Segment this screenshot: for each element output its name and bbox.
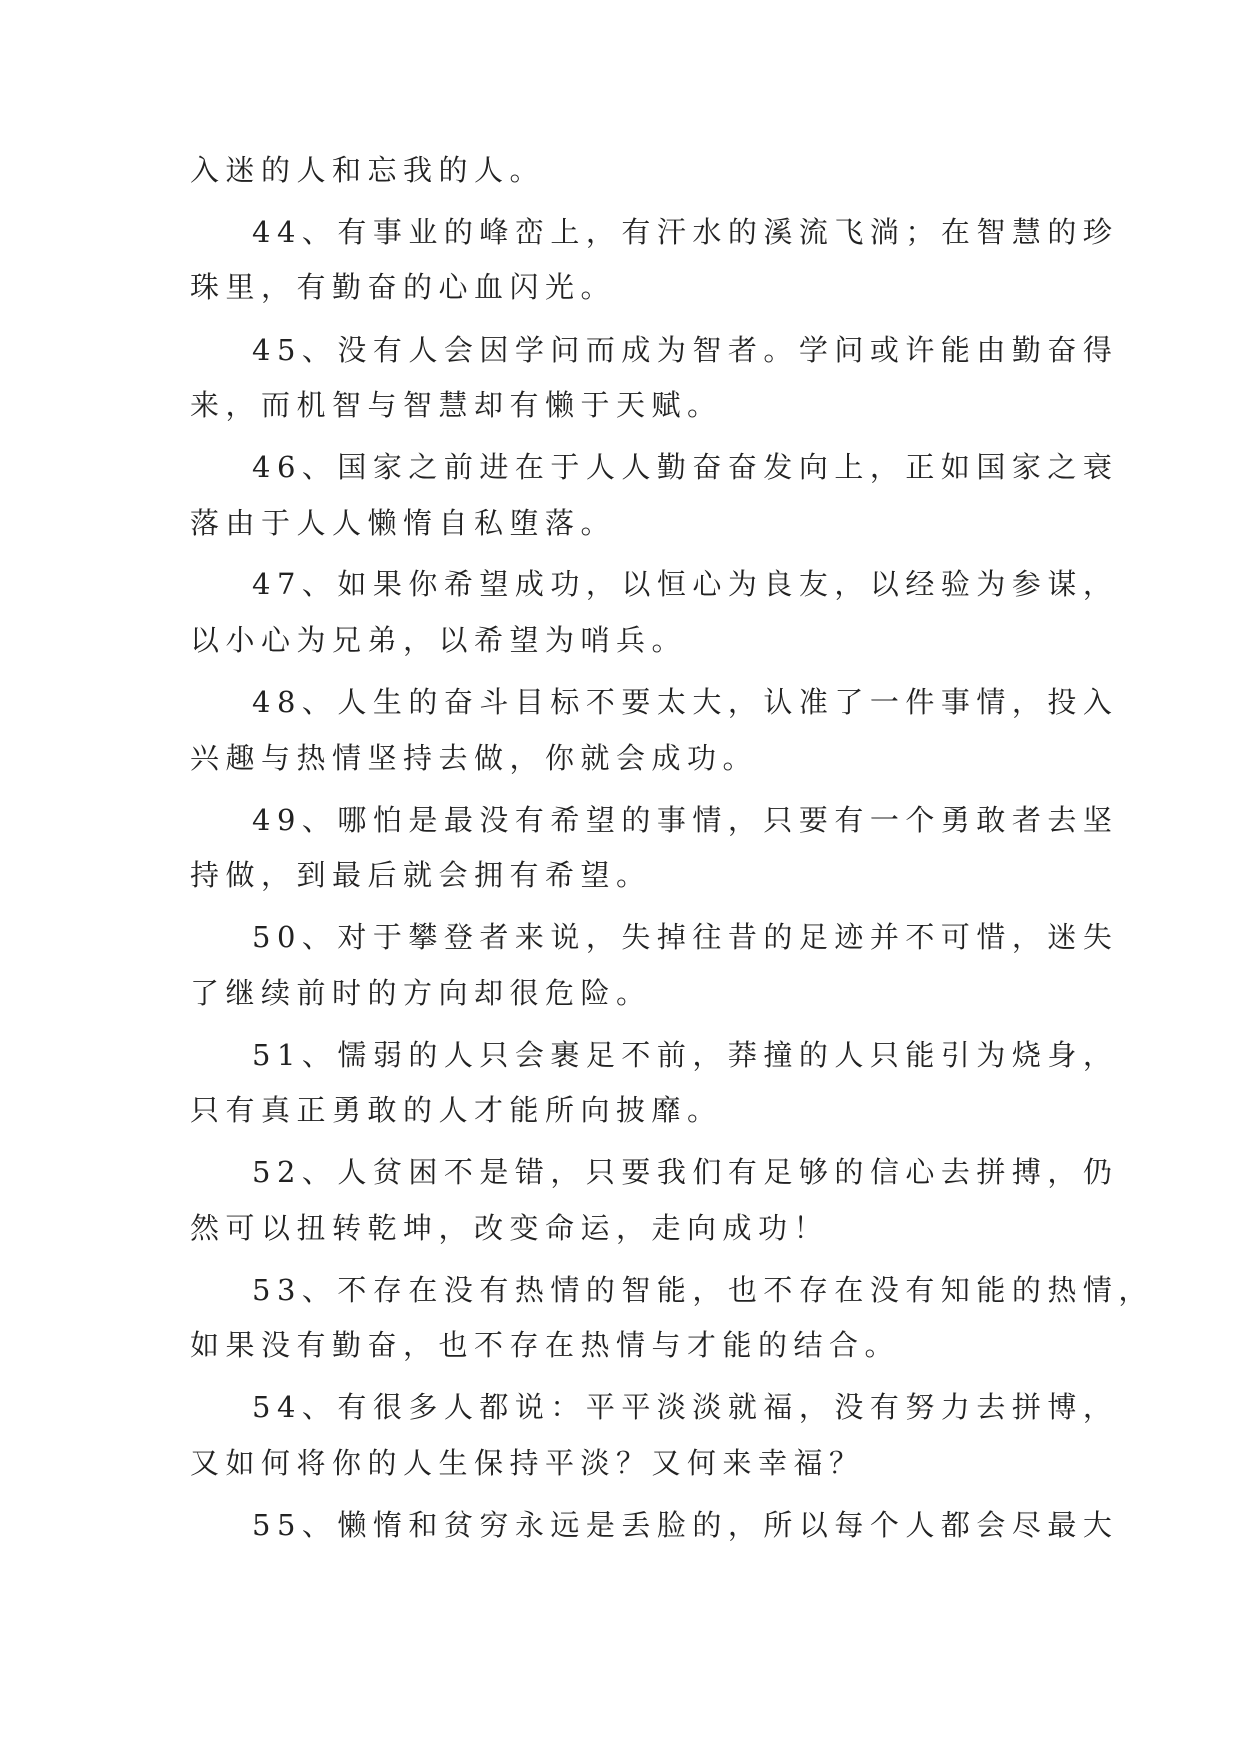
text-line: 入迷的人和忘我的人。	[190, 153, 546, 187]
paragraph-first-line: 53、不存在没有热情的智能，也不存在没有知能的热情，	[252, 1273, 1154, 1307]
paragraph-first-line: 51、懦弱的人只会裹足不前，莽撞的人只能引为烧身，	[252, 1038, 1119, 1072]
paragraph-first-line: 49、哪怕是最没有希望的事情，只要有一个勇敢者去坚	[252, 803, 1119, 837]
paragraph-first-line: 44、有事业的峰峦上，有汗水的溪流飞淌；在智慧的珍	[252, 215, 1119, 249]
paragraph-first-line: 45、没有人会因学问而成为智者。学问或许能由勤奋得	[252, 333, 1119, 367]
text-line: 珠里，有勤奋的心血闪光。	[190, 270, 617, 304]
text-line: 如果没有勤奋，也不存在热情与才能的结合。	[190, 1328, 901, 1362]
paragraph-first-line: 50、对于攀登者来说，失掉往昔的足迹并不可惜，迷失	[252, 920, 1119, 954]
text-line: 来，而机智与智慧却有懒于天赋。	[190, 388, 723, 422]
text-line: 持做，到最后就会拥有希望。	[190, 858, 652, 892]
text-line: 兴趣与热情坚持去做，你就会成功。	[190, 741, 759, 775]
paragraph-first-line: 54、有很多人都说：平平淡淡就福，没有努力去拼博，	[252, 1390, 1119, 1424]
paragraph-first-line: 55、懒惰和贫穷永远是丢脸的，所以每个人都会尽最大	[252, 1508, 1119, 1542]
paragraph-first-line: 52、人贫困不是错，只要我们有足够的信心去拼搏，仍	[252, 1155, 1119, 1189]
text-line: 然可以扭转乾坤，改变命运，走向成功！	[190, 1211, 830, 1245]
text-line: 只有真正勇敢的人才能所向披靡。	[190, 1093, 723, 1127]
text-line: 了继续前时的方向却很危险。	[190, 976, 652, 1010]
paragraph-first-line: 47、如果你希望成功，以恒心为良友，以经验为参谋，	[252, 567, 1119, 601]
paragraph-first-line: 46、国家之前进在于人人勤奋奋发向上，正如国家之衰	[252, 450, 1119, 484]
text-line: 又如何将你的人生保持平淡？又何来幸福？	[190, 1446, 865, 1480]
text-line: 以小心为兄弟，以希望为哨兵。	[190, 623, 688, 657]
text-line: 落由于人人懒惰自私堕落。	[190, 506, 617, 540]
paragraph-first-line: 48、人生的奋斗目标不要太大，认准了一件事情，投入	[252, 685, 1119, 719]
